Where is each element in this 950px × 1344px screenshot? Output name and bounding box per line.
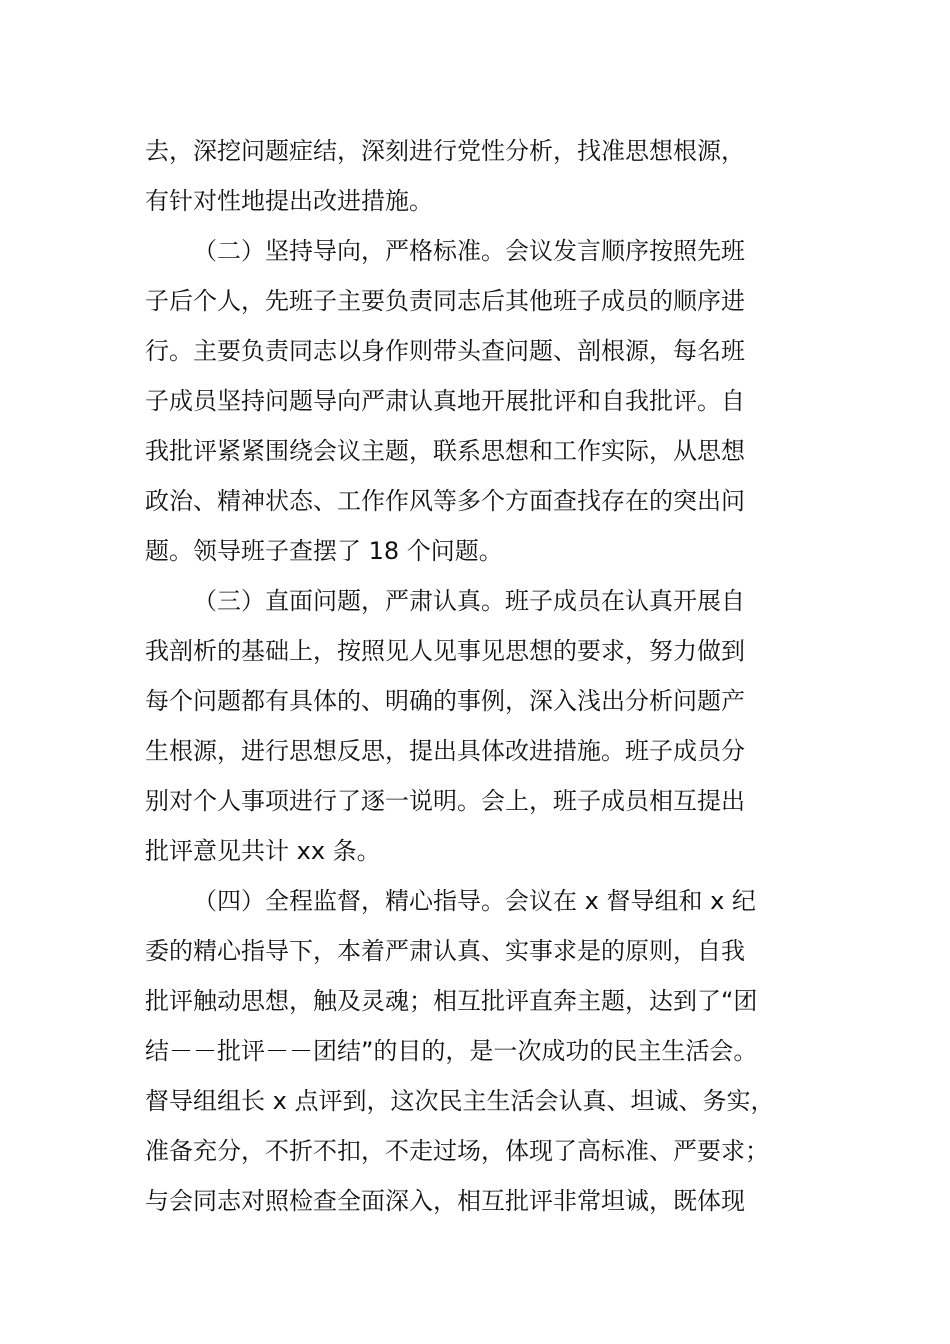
- text-line: 准备充分，不折不扣，不走过场，体现了高标准、严要求；: [145, 1137, 769, 1165]
- section-heading-line: （四）全程监督，精心指导。会议在 x 督导组和 x 纪: [193, 887, 756, 915]
- text-line: 督导组组长 x 点评到，这次民主生活会认真、坦诚、务实，: [145, 1087, 775, 1115]
- text-line: 去，深挖问题症结，深刻进行党性分析，找准思想根源，: [145, 137, 745, 165]
- body-text: [145, 126, 810, 1226]
- text-line: 子成员坚持问题导向严肃认真地开展批评和自我批评。自: [145, 387, 745, 415]
- text-line: 委的精心指导下，本着严肃认真、实事求是的原则，自我: [145, 937, 745, 965]
- text-line: 我剖析的基础上，按照见人见事见思想的要求，努力做到: [145, 637, 745, 665]
- text-line: 批评意见共计 xx 条。: [145, 837, 381, 865]
- text-line: 我批评紧紧围绕会议主题，联系思想和工作实际，从思想: [145, 437, 745, 465]
- text-line: 别对个人事项进行了逐一说明。会上，班子成员相互提出: [145, 787, 745, 815]
- text-line: 子后个人，先班子主要负责同志后其他班子成员的顺序进: [145, 287, 745, 315]
- text-line: 批评触动思想，触及灵魂；相互批评直奔主题，达到了“团: [145, 987, 758, 1015]
- text-line: 政治、精神状态、工作作风等多个方面查找存在的突出问: [145, 487, 745, 515]
- text-line: 与会同志对照检查全面深入，相互批评非常坦诚，既体现: [145, 1187, 745, 1215]
- text-line: 每个问题都有具体的、明确的事例，深入浅出分析问题产: [145, 687, 745, 715]
- text-line: 行。主要负责同志以身作则带头查问题、剖根源，每名班: [145, 337, 745, 365]
- section-heading-line: （二）坚持导向，严格标准。会议发言顺序按照先班: [193, 237, 745, 265]
- section-heading-line: （三）直面问题，严肃认真。班子成员在认真开展自: [193, 587, 745, 615]
- text-line: 生根源，进行思想反思，提出具体改进措施。班子成员分: [145, 737, 745, 765]
- text-line: 题。领导班子查摆了 18 个问题。: [145, 537, 503, 565]
- text-line: 结－－批评－－团结”的目的，是一次成功的民主生活会。: [145, 1037, 758, 1065]
- text-line: 有针对性地提出改进措施。: [145, 187, 433, 215]
